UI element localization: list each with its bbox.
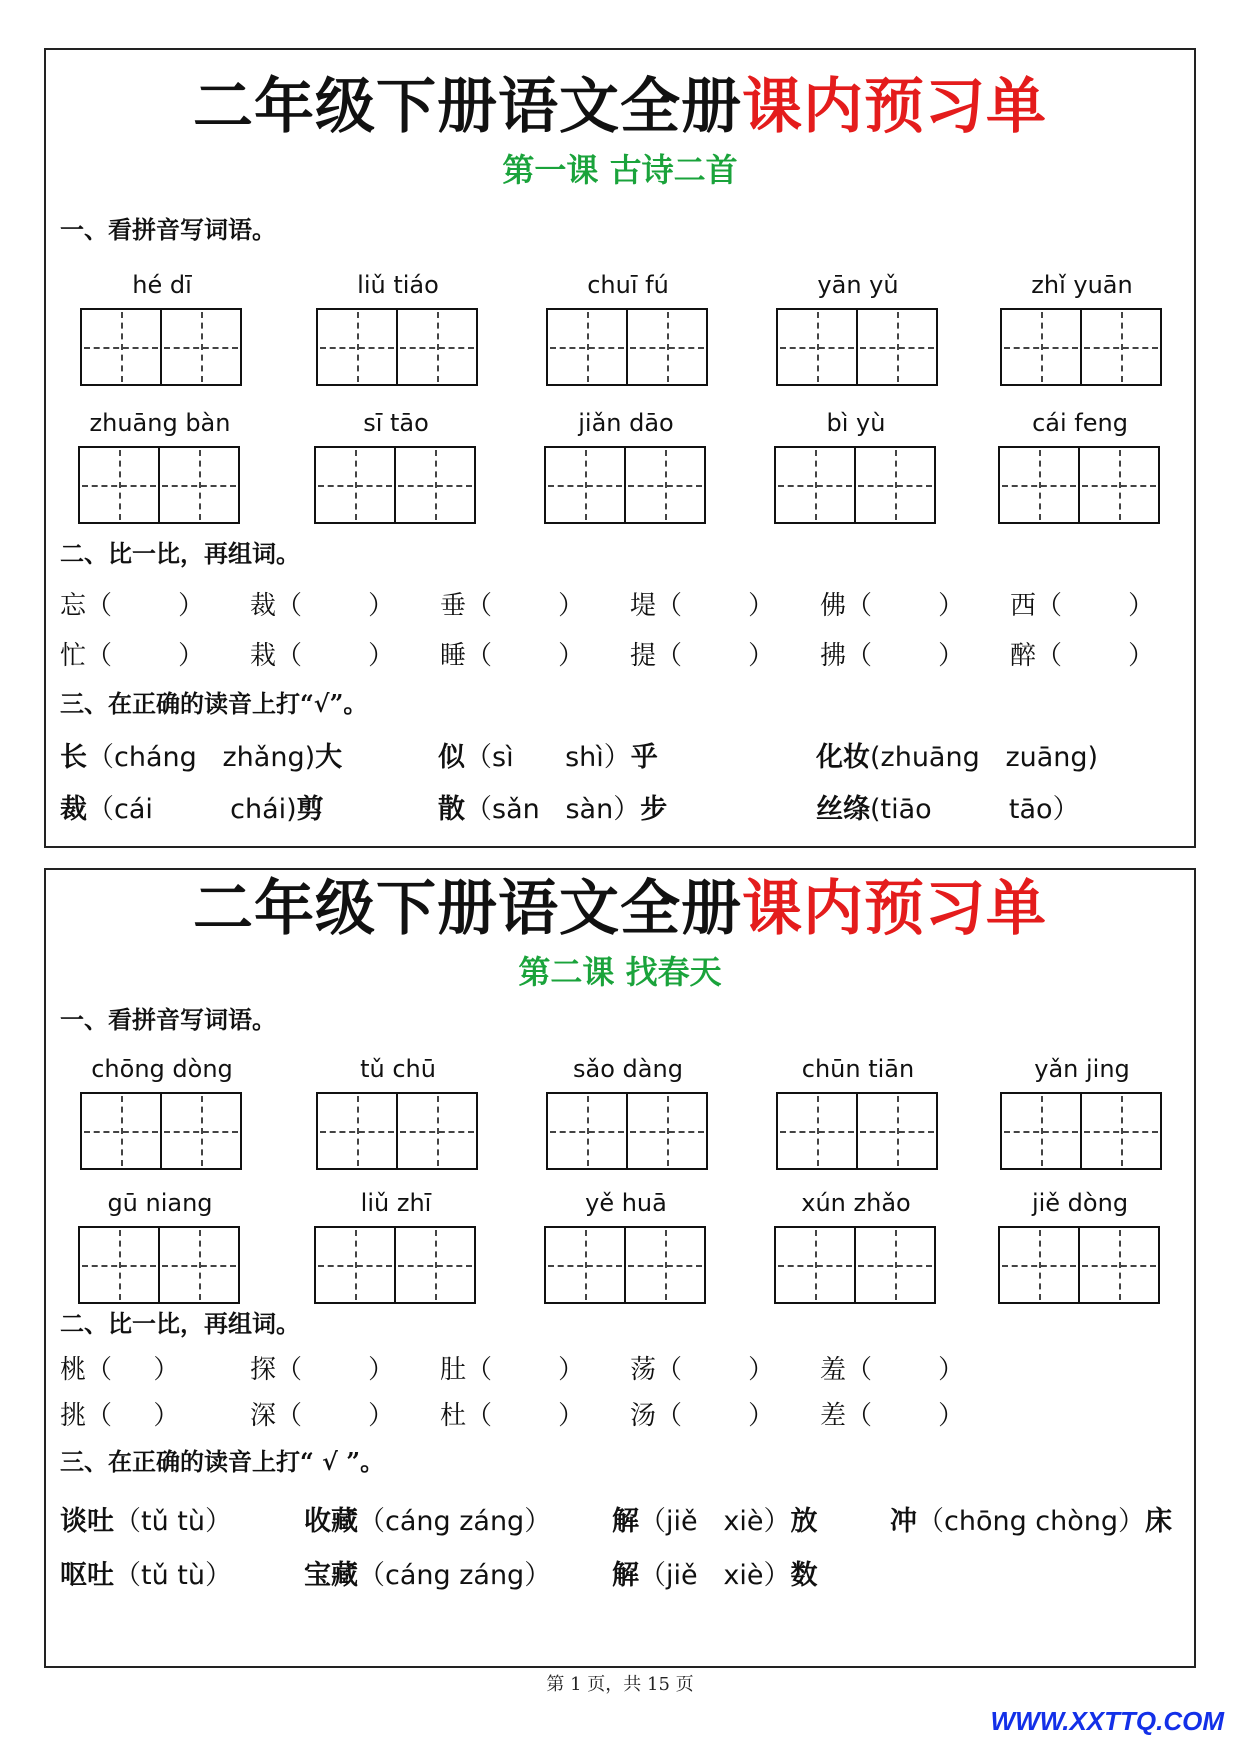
reading-item[interactable]: 解（jiě xiè）数 — [612, 1560, 818, 1591]
pinyin-label: sǎo dàng — [573, 1055, 683, 1083]
compare-item[interactable]: 忘（ ） — [60, 591, 205, 621]
lesson-1-panel — [44, 48, 1196, 848]
pinyin-label: chūn tiān — [801, 1055, 915, 1083]
compare-item[interactable]: 差（ ） — [820, 1401, 965, 1431]
page-title: 二年级下册语文全册课内预习单 — [193, 72, 1047, 142]
write-boxes[interactable] — [314, 1226, 478, 1304]
pinyin-word — [316, 1052, 480, 1172]
write-boxes[interactable] — [314, 446, 478, 524]
compare-item[interactable]: 桃（ ） — [60, 1355, 180, 1385]
page-footer: 第 1 页，共 15 页 — [546, 1674, 694, 1695]
compare-item[interactable]: 裁（ ） — [250, 591, 395, 621]
pinyin-word — [314, 1186, 478, 1306]
write-boxes[interactable] — [776, 308, 940, 386]
pinyin-word — [314, 406, 478, 526]
compare-item[interactable]: 荡（ ） — [630, 1355, 775, 1385]
compare-item[interactable]: 堤（ ） — [630, 591, 775, 621]
pinyin-word — [546, 1052, 710, 1172]
write-boxes[interactable] — [774, 1226, 938, 1304]
reading-item[interactable]: 宝藏（cáng záng） — [304, 1560, 552, 1591]
section-1-heading: 一、看拼音写词语。 — [60, 1005, 276, 1034]
compare-item[interactable]: 探（ ） — [250, 1355, 395, 1385]
reading-item[interactable]: 解（jiě xiè）放 — [612, 1506, 818, 1537]
section-3-heading: 三、在正确的读音上打“√”。 — [60, 689, 368, 718]
pinyin-word — [1000, 268, 1164, 388]
pinyin-label: chuī fú — [587, 271, 669, 299]
write-boxes[interactable] — [776, 1092, 940, 1170]
pinyin-label: yě huā — [585, 1189, 667, 1217]
compare-item[interactable]: 杜（ ） — [440, 1401, 585, 1431]
reading-row — [60, 736, 1184, 780]
pinyin-label: chōng dòng — [91, 1055, 233, 1083]
reading-item[interactable]: 呕吐（tǔ tù） — [60, 1560, 232, 1591]
section-3-heading: 三、在正确的读音上打“ √ ”。 — [60, 1447, 385, 1476]
compare-item[interactable]: 深（ ） — [250, 1401, 395, 1431]
section-1-heading: 一、看拼音写词语。 — [60, 215, 276, 244]
pinyin-label: jiǎn dāo — [578, 409, 674, 437]
pinyin-label: cái feng — [1032, 409, 1128, 437]
reading-item[interactable]: 散（sǎn sàn）步 — [438, 794, 668, 825]
write-boxes[interactable] — [80, 308, 244, 386]
word-grid-row — [46, 1052, 1194, 1172]
pinyin-word — [80, 1052, 244, 1172]
lesson-subtitle: 第二课 找春天 — [518, 953, 722, 991]
lesson-subtitle: 第一课 古诗二首 — [502, 151, 738, 189]
write-boxes[interactable] — [998, 1226, 1162, 1304]
pinyin-label: zhuāng bàn — [89, 409, 231, 437]
compare-item[interactable]: 西（ ） — [1010, 591, 1155, 621]
write-boxes[interactable] — [78, 1226, 242, 1304]
pinyin-label: yǎn jing — [1034, 1055, 1130, 1083]
pinyin-word — [80, 268, 244, 388]
reading-item[interactable]: 裁（cái chái)剪 — [60, 794, 324, 825]
word-grid-row — [46, 1186, 1194, 1306]
pinyin-word — [1000, 1052, 1164, 1172]
pinyin-word — [316, 268, 480, 388]
section-2-heading: 二、比一比，再组词。 — [60, 539, 300, 568]
compare-item[interactable]: 睡（ ） — [440, 641, 585, 671]
compare-item[interactable]: 醉（ ） — [1010, 641, 1155, 671]
pinyin-label: sī tāo — [363, 409, 429, 437]
pinyin-label: jiě dòng — [1031, 1189, 1129, 1217]
reading-row — [60, 1554, 1184, 1598]
pinyin-label: bì yù — [826, 409, 886, 437]
site-watermark: WWW.XXTTQ.COM — [990, 1706, 1224, 1736]
pinyin-word — [544, 406, 708, 526]
pinyin-label: yān yǔ — [817, 271, 899, 299]
compare-item[interactable]: 汤（ ） — [630, 1401, 775, 1431]
write-boxes[interactable] — [546, 308, 710, 386]
write-boxes[interactable] — [546, 1092, 710, 1170]
compare-item[interactable]: 拂（ ） — [820, 641, 965, 671]
write-boxes[interactable] — [316, 1092, 480, 1170]
pinyin-label: gū niang — [107, 1189, 213, 1217]
pinyin-label: zhǐ yuān — [1031, 271, 1133, 299]
write-boxes[interactable] — [998, 446, 1162, 524]
reading-item[interactable]: 收藏（cáng záng） — [304, 1506, 552, 1537]
compare-row — [60, 636, 1180, 676]
pinyin-label: hé dī — [132, 271, 192, 299]
pinyin-label: liǔ zhī — [360, 1189, 432, 1217]
word-grid-row — [46, 268, 1194, 388]
compare-item[interactable]: 挑（ ） — [60, 1401, 180, 1431]
pinyin-word — [78, 406, 242, 526]
reading-item[interactable]: 冲（chōng chòng）床 — [890, 1506, 1173, 1537]
pinyin-word — [774, 1186, 938, 1306]
compare-item[interactable]: 栽（ ） — [250, 641, 395, 671]
pinyin-word — [998, 406, 1162, 526]
write-boxes[interactable] — [1000, 308, 1164, 386]
pinyin-word — [998, 1186, 1162, 1306]
reading-item[interactable]: 丝绦(tiāo tāo） — [816, 794, 1080, 825]
pinyin-word — [546, 268, 710, 388]
word-grid-row — [46, 406, 1194, 526]
write-boxes[interactable] — [1000, 1092, 1164, 1170]
pinyin-word — [544, 1186, 708, 1306]
reading-item[interactable]: 长（cháng zhǎng)大 — [60, 742, 343, 773]
pinyin-word — [776, 1052, 940, 1172]
write-boxes[interactable] — [544, 446, 708, 524]
write-boxes[interactable] — [544, 1226, 708, 1304]
lesson-2-panel — [44, 868, 1196, 1668]
reading-item[interactable]: 谈吐（tǔ tù） — [60, 1506, 232, 1537]
write-boxes[interactable] — [78, 446, 242, 524]
reading-item[interactable]: 化妆(zhuāng zuāng) — [816, 742, 1099, 773]
compare-item[interactable]: 忙（ ） — [60, 641, 205, 671]
pinyin-word — [774, 406, 938, 526]
compare-row — [60, 1350, 1180, 1390]
pinyin-word — [776, 268, 940, 388]
pinyin-word — [78, 1186, 242, 1306]
compare-item[interactable]: 肚（ ） — [440, 1355, 585, 1385]
compare-row — [60, 1396, 1180, 1436]
write-boxes[interactable] — [80, 1092, 244, 1170]
reading-row — [60, 1500, 1184, 1544]
compare-item[interactable]: 垂（ ） — [440, 591, 585, 621]
page-title: 二年级下册语文全册课内预习单 — [193, 874, 1047, 944]
reading-row — [60, 788, 1184, 832]
section-2-heading: 二、比一比，再组词。 — [60, 1309, 300, 1338]
pinyin-label: liǔ tiáo — [357, 271, 439, 299]
pinyin-label: xún zhǎo — [801, 1189, 911, 1217]
reading-item[interactable]: 似（sì shì）乎 — [438, 742, 658, 773]
compare-item[interactable]: 提（ ） — [630, 641, 775, 671]
compare-row — [60, 586, 1180, 626]
pinyin-label: tǔ chū — [360, 1055, 436, 1083]
write-boxes[interactable] — [774, 446, 938, 524]
compare-item[interactable]: 羞（ ） — [820, 1355, 965, 1385]
write-boxes[interactable] — [316, 308, 480, 386]
compare-item[interactable]: 佛（ ） — [820, 591, 965, 621]
